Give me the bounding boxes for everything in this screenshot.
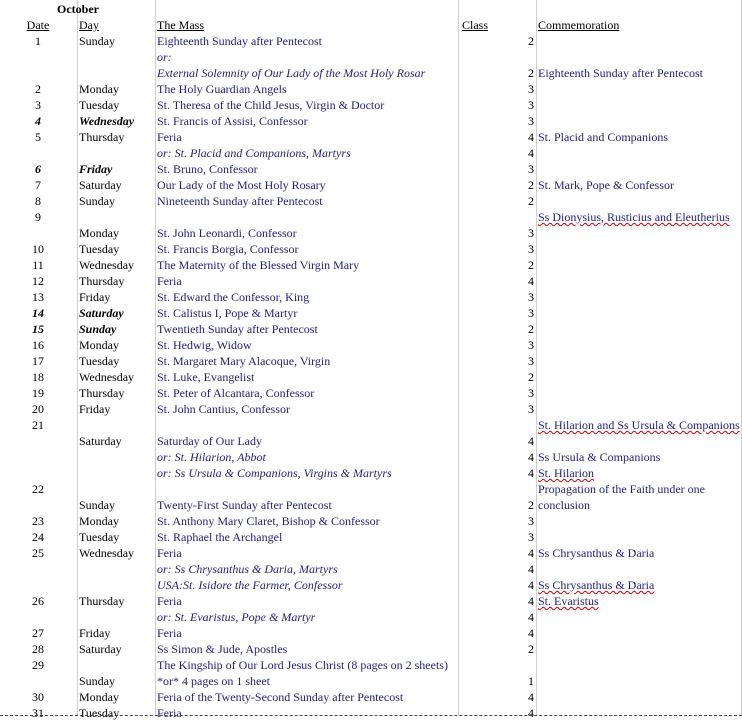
cell-mass: St. Margaret Mary Alacoque, Virgin xyxy=(157,354,331,368)
cell-class: 4 xyxy=(528,626,534,640)
cell-date: 14 xyxy=(32,306,44,320)
cell-date: 10 xyxy=(32,242,44,256)
cell-commemoration xyxy=(538,289,742,305)
cell-class: 4 xyxy=(528,610,534,624)
cell-mass: St. Edward the Confessor, King xyxy=(157,290,310,304)
cell-commemoration xyxy=(538,33,742,49)
cell-mass: Feria xyxy=(157,706,182,720)
cell-class: 3 xyxy=(528,98,534,112)
cell-class: 2 xyxy=(528,34,534,48)
cell-class: 3 xyxy=(528,386,534,400)
table-row xyxy=(0,465,742,481)
cell-commemoration xyxy=(538,513,742,529)
cell-class: 3 xyxy=(528,114,534,128)
cell-commemoration xyxy=(538,609,742,625)
table-row xyxy=(0,289,742,305)
cell-day: Friday xyxy=(79,162,113,176)
table-row xyxy=(0,481,742,513)
cell-class: 4 xyxy=(528,274,534,288)
cell-class: 4 xyxy=(528,434,534,448)
cell-date: 8 xyxy=(35,194,41,208)
cell-day: Tuesday xyxy=(79,706,120,720)
table-row xyxy=(0,593,742,609)
cell-day: Thursday xyxy=(79,594,125,608)
cell-mass: The Kingship of Our Lord Jesus Christ (8 pages on 2 sheets) *or* 4 pages on 1 sheet xyxy=(157,658,448,688)
header-mass: The Mass xyxy=(157,18,204,32)
cell-mass: St. Peter of Alcantara, Confessor xyxy=(157,386,315,400)
cell-class: 1 xyxy=(528,674,534,688)
table-row xyxy=(0,449,742,465)
cell-mass: Feria xyxy=(157,594,182,608)
table-row xyxy=(0,241,742,257)
cell-class: 3 xyxy=(528,354,534,368)
cell-day: Monday xyxy=(79,338,119,352)
cell-mass: or: St. Hilarion, Abbot xyxy=(157,450,266,464)
table-row xyxy=(0,369,742,385)
cell-commemoration xyxy=(538,97,742,113)
cell-day: Friday xyxy=(79,290,111,304)
cell-date: 11 xyxy=(32,258,44,272)
cell-date: 7 xyxy=(35,178,41,192)
header-class: Class xyxy=(462,18,489,32)
cell-day: Monday xyxy=(79,690,119,704)
cell-date: 5 xyxy=(35,130,41,144)
cell-day: Sunday xyxy=(79,498,115,512)
cell-commemoration: St. Mark, Pope & Confessor xyxy=(538,178,674,192)
cell-date: 6 xyxy=(35,162,41,176)
table-row xyxy=(0,401,742,417)
cell-commemoration xyxy=(538,401,742,417)
cell-commemoration xyxy=(538,241,742,257)
cell-day: Monday xyxy=(79,514,119,528)
cell-day: Sunday xyxy=(79,34,115,48)
cell-mass: St. Theresa of the Child Jesus, Virgin & Doctor xyxy=(157,98,385,112)
header-commemoration: Commemoration xyxy=(538,18,620,32)
cell-mass: St. Francis of Assisi, Confessor xyxy=(157,114,308,128)
cell-day xyxy=(79,49,155,65)
cell-mass: St. Raphael the Archangel xyxy=(157,530,283,544)
table-row xyxy=(0,305,742,321)
cell-day: Tuesday xyxy=(79,242,120,256)
cell-day xyxy=(79,609,155,625)
cell-date: 31 xyxy=(32,706,44,720)
month-row xyxy=(0,1,742,17)
cell-commemoration xyxy=(538,145,742,161)
cell-date: 27 xyxy=(32,626,44,640)
table-row xyxy=(0,113,742,129)
cell-commemoration xyxy=(538,305,742,321)
cell-mass: or: xyxy=(157,50,172,64)
cell-mass: Nineteenth Sunday after Pentecost xyxy=(157,194,323,208)
cell-day: Tuesday xyxy=(79,530,120,544)
cell-class: 3 xyxy=(528,162,534,176)
cell-day xyxy=(79,465,155,481)
cell-class: 2 xyxy=(528,178,534,192)
cell-class: 4 xyxy=(528,706,534,720)
cell-day: Sunday xyxy=(79,674,115,688)
cell-mass: Saturday of Our Lady xyxy=(157,434,262,448)
cell-class: 4 xyxy=(528,594,534,608)
table-row xyxy=(0,657,742,689)
cell-day: Thursday xyxy=(79,274,125,288)
cell-class: 3 xyxy=(528,530,534,544)
cell-day: Wednesday xyxy=(79,258,135,272)
table-row xyxy=(0,257,742,273)
table-row xyxy=(0,177,742,193)
table-row xyxy=(0,705,742,721)
cell-class: 4 xyxy=(528,546,534,560)
cell-class: 4 xyxy=(528,690,534,704)
table-row xyxy=(0,337,742,353)
cell-class: 2 xyxy=(528,194,534,208)
cell-day: Monday xyxy=(79,82,119,96)
cell-date: 23 xyxy=(32,514,44,528)
cell-commemoration xyxy=(538,337,742,353)
cell-date xyxy=(0,465,76,481)
cell-date: 22 xyxy=(32,482,44,496)
cell-mass: or: Ss Ursula & Companions, Virgins & Martyrs xyxy=(157,466,392,480)
table-row xyxy=(0,209,742,241)
cell-mass: Feria xyxy=(157,546,182,560)
cell-commemoration xyxy=(538,641,742,657)
table-row xyxy=(0,561,742,577)
table-row xyxy=(0,49,742,65)
cell-class: 4 xyxy=(528,466,534,480)
cell-date: 13 xyxy=(32,290,44,304)
cell-day xyxy=(79,561,155,577)
cell-date: 19 xyxy=(32,386,44,400)
cell-commemoration: Ss Chrysanthus & Daria xyxy=(538,578,655,592)
cell-date: 2 xyxy=(35,82,41,96)
cell-class xyxy=(460,49,534,65)
table-row xyxy=(0,641,742,657)
cell-commemoration xyxy=(538,81,742,97)
cell-commemoration xyxy=(538,625,742,641)
cell-day: Thursday xyxy=(79,130,125,144)
cell-mass: Twentieth Sunday after Pentecost xyxy=(157,322,318,336)
cell-date: 3 xyxy=(35,98,41,112)
cell-date xyxy=(0,49,76,65)
table-row xyxy=(0,513,742,529)
cell-commemoration xyxy=(538,705,742,721)
table-row xyxy=(0,689,742,705)
cell-commemoration xyxy=(538,385,742,401)
cell-mass: The Maternity of the Blessed Virgin Mary xyxy=(157,258,360,272)
cell-mass: Feria xyxy=(157,274,182,288)
cell-commemoration: St. Placid and Companions xyxy=(538,130,668,144)
table-row xyxy=(0,65,742,81)
cell-commemoration: Propagation of the Faith under one conclusion xyxy=(538,482,705,512)
cell-date xyxy=(0,65,76,81)
month-title: October xyxy=(57,2,99,16)
cell-day: Monday xyxy=(79,226,119,240)
cell-date: 1 xyxy=(35,34,41,48)
cell-mass: St. Calistus I, Pope & Martyr xyxy=(157,306,298,320)
cell-day: Wednesday xyxy=(79,546,135,560)
cell-mass: Our Lady of the Most Holy Rosary xyxy=(157,178,326,192)
cell-date: 30 xyxy=(32,690,44,704)
cell-mass: The Holy Guardian Angels xyxy=(157,82,287,96)
cell-commemoration xyxy=(538,561,742,577)
table-row xyxy=(0,609,742,625)
cell-date: 24 xyxy=(32,530,44,544)
cell-date: 25 xyxy=(32,546,44,560)
cell-commemoration xyxy=(538,257,742,273)
table-row xyxy=(0,417,742,449)
table-row xyxy=(0,33,742,49)
table-row xyxy=(0,321,742,337)
cell-day xyxy=(79,145,155,161)
cell-class: 4 xyxy=(528,450,534,464)
cell-class: 3 xyxy=(528,226,534,240)
cell-class: 4 xyxy=(528,146,534,160)
cell-mass: St. John Leonardi, Confessor xyxy=(157,226,297,240)
cell-day: Sunday xyxy=(79,194,115,208)
cell-commemoration xyxy=(538,49,742,65)
cell-mass: St. Bruno, Confessor xyxy=(157,162,258,176)
cell-commemoration: St. Evaristus xyxy=(538,594,599,608)
cell-class: 2 xyxy=(528,66,534,80)
cell-day: Saturday xyxy=(79,434,122,448)
cell-date: 15 xyxy=(32,322,44,336)
cell-class: 2 xyxy=(528,370,534,384)
cell-day: Saturday xyxy=(79,306,124,320)
table-row xyxy=(0,545,742,561)
cell-date: 21 xyxy=(32,418,44,432)
cell-mass: St. Luke, Evangelist xyxy=(157,370,255,384)
cell-mass: Feria xyxy=(157,626,182,640)
cell-class: 2 xyxy=(528,642,534,656)
table-row xyxy=(0,353,742,369)
cell-date: 17 xyxy=(32,354,44,368)
table-row xyxy=(0,529,742,545)
cell-class: 4 xyxy=(528,578,534,592)
cell-class: 2 xyxy=(528,322,534,336)
cell-commemoration: St. Hilarion and Ss Ursula & Companions xyxy=(538,418,740,432)
cell-date xyxy=(0,449,76,465)
cell-commemoration xyxy=(538,161,742,177)
cell-mass: St. Anthony Mary Claret, Bishop & Confessor xyxy=(157,514,380,528)
table-row xyxy=(0,129,742,145)
cell-commemoration xyxy=(538,353,742,369)
cell-day: Tuesday xyxy=(79,98,120,112)
cell-class: 3 xyxy=(528,306,534,320)
cell-date: 20 xyxy=(32,402,44,416)
cell-day: Wednesday xyxy=(79,370,135,384)
cell-date: 26 xyxy=(32,594,44,608)
cell-date: 4 xyxy=(35,114,41,128)
cell-mass: Twenty-First Sunday after Pentecost xyxy=(157,498,332,512)
table-row xyxy=(0,81,742,97)
cell-mass: St. John Cantius, Confessor xyxy=(157,402,291,416)
table-row xyxy=(0,97,742,113)
cell-date: 9 xyxy=(35,210,41,224)
cell-day: Saturday xyxy=(79,178,122,192)
cell-commemoration xyxy=(538,529,742,545)
cell-commemoration: Ss Chrysanthus & Daria xyxy=(538,546,655,560)
cell-day: Friday xyxy=(79,626,111,640)
cell-commemoration: Eighteenth Sunday after Pentecost xyxy=(538,66,703,80)
cell-mass: or: Ss Chrysanthus & Daria, Martyrs xyxy=(157,562,338,576)
cell-day: Friday xyxy=(79,402,111,416)
cell-mass: St. Francis Borgia, Confessor xyxy=(157,242,299,256)
cell-mass: Feria xyxy=(157,130,182,144)
cell-commemoration: St. Hilarion xyxy=(538,466,594,480)
table-row xyxy=(0,577,742,593)
cell-day xyxy=(79,65,155,81)
cell-commemoration: Ss Ursula & Companions xyxy=(538,450,661,464)
cell-mass: St. Hedwig, Widow xyxy=(157,338,252,352)
table-row xyxy=(0,625,742,641)
cell-commemoration xyxy=(538,113,742,129)
cell-date: 12 xyxy=(32,274,44,288)
cell-date: 28 xyxy=(32,642,44,656)
cell-day xyxy=(79,577,155,593)
table-row xyxy=(0,385,742,401)
cell-mass: Feria of the Twenty-Second Sunday after Pentecost xyxy=(157,690,404,704)
cell-mass: USA:St. Isidore the Farmer, Confessor xyxy=(157,578,343,592)
cell-day: Saturday xyxy=(79,642,122,656)
cell-mass: Eighteenth Sunday after Pentecost xyxy=(157,34,322,48)
cell-day: Tuesday xyxy=(79,354,120,368)
header-day: Day xyxy=(79,18,99,32)
cell-date: 29 xyxy=(32,658,44,672)
table-row xyxy=(0,161,742,177)
cell-date xyxy=(0,577,76,593)
cell-class: 3 xyxy=(528,290,534,304)
cell-class: 3 xyxy=(528,82,534,96)
cell-class: 3 xyxy=(528,402,534,416)
cell-class: 4 xyxy=(528,130,534,144)
cell-mass: Ss Simon & Jude, Apostles xyxy=(157,642,288,656)
cell-class: 2 xyxy=(528,498,534,512)
table-row xyxy=(0,273,742,289)
cell-day: Wednesday xyxy=(79,114,135,128)
cell-commemoration xyxy=(538,321,742,337)
cell-class: 3 xyxy=(528,338,534,352)
cell-commemoration xyxy=(538,193,742,209)
header-date: Date xyxy=(26,18,50,32)
table-row xyxy=(0,145,742,161)
cell-commemoration xyxy=(538,369,742,385)
header-row xyxy=(0,17,742,33)
cell-commemoration xyxy=(538,689,742,705)
cell-commemoration: Ss Dionysius, Rusticius and Eleutherius xyxy=(538,210,730,224)
cell-date xyxy=(0,609,76,625)
cell-class: 4 xyxy=(528,562,534,576)
cell-date xyxy=(0,145,76,161)
cell-class: 3 xyxy=(528,242,534,256)
cell-mass: or: St. Placid and Companions, Martyrs xyxy=(157,146,351,160)
cell-day xyxy=(79,449,155,465)
cell-day: Sunday xyxy=(79,322,117,336)
cell-class: 2 xyxy=(528,258,534,272)
cell-date: 18 xyxy=(32,370,44,384)
cell-mass: or: St. Evaristus, Pope & Martyr xyxy=(157,610,316,624)
cell-day: Thursday xyxy=(79,386,125,400)
cell-mass: External Solemnity of Our Lady of the Most Holy Rosar xyxy=(157,66,426,80)
cell-commemoration xyxy=(538,273,742,289)
cell-date xyxy=(0,561,76,577)
cell-class: 3 xyxy=(528,514,534,528)
table-row xyxy=(0,193,742,209)
cell-date: 16 xyxy=(32,338,44,352)
cell-commemoration xyxy=(538,657,742,689)
